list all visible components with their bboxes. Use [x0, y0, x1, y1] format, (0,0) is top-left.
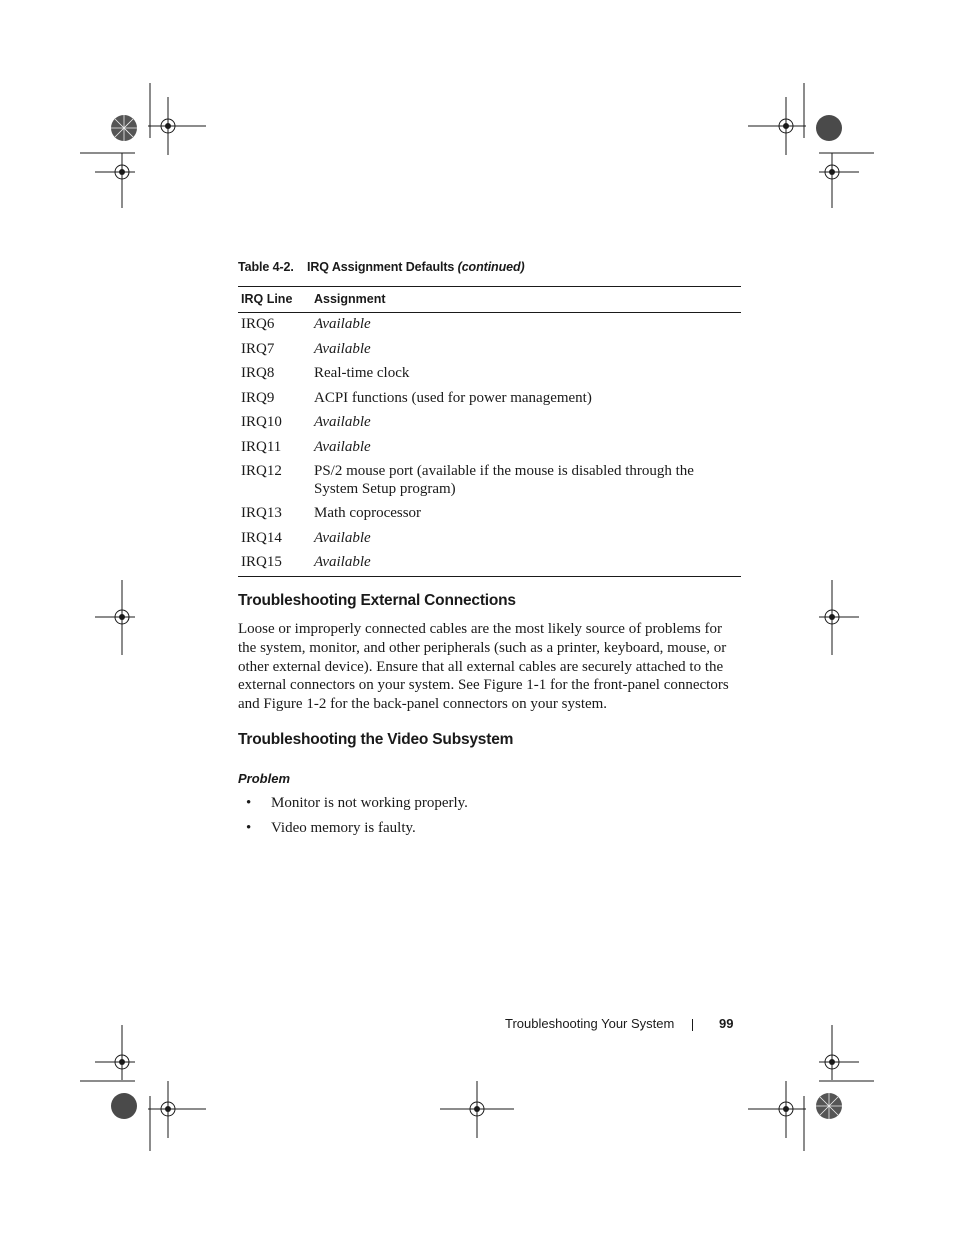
table-continued: (continued) [457, 260, 525, 274]
table-body [238, 313, 741, 577]
table-row [238, 362, 741, 387]
subheading-problem: Problem [238, 771, 291, 786]
table-row [238, 527, 741, 552]
column-header: IRQ Line [238, 287, 311, 313]
section-heading-external: Troubleshooting External Connections [238, 592, 516, 609]
irq-line-cell: IRQ10 [241, 414, 282, 430]
irq-line-cell: IRQ15 [238, 551, 311, 576]
list-item-text: Video memory is faulty. [271, 820, 416, 836]
problem-list [238, 793, 468, 843]
table-caption [238, 260, 525, 274]
table-row [238, 387, 741, 412]
assignment-cell: Available [311, 551, 741, 576]
irq-line-cell: IRQ14 [241, 529, 282, 546]
table-header-row [238, 287, 741, 313]
table-row [238, 436, 741, 461]
table-row [238, 411, 741, 436]
table-row [238, 313, 741, 338]
table-row [238, 551, 741, 576]
irq-line-cell: IRQ13 [241, 505, 282, 521]
list-item [238, 793, 468, 818]
irq-line-cell: IRQ6 [241, 316, 275, 332]
list-item [238, 818, 468, 843]
assignment-cell: Math coprocessor [314, 505, 422, 521]
section-heading-video: Troubleshooting the Video Subsystem [238, 731, 514, 748]
assignment-cell: ACPI functions (used for power management) [314, 389, 592, 406]
assignment-cell: Available [314, 529, 371, 546]
assignment-cell: Available [314, 316, 371, 332]
table-number: Table 4-2. [238, 260, 294, 274]
list-item-text: Monitor is not working properly. [271, 795, 468, 811]
bullet-icon: • [246, 795, 252, 811]
page-number: 99 [719, 1016, 734, 1031]
table-row [238, 460, 741, 502]
assignment-cell: Available [314, 414, 371, 430]
irq-line-cell: IRQ12 [241, 463, 282, 479]
irq-line-cell: IRQ8 [241, 365, 275, 381]
assignment-cell: PS/2 mouse port (available if the mouse is disabled through the System Setup program) [314, 463, 694, 497]
assignment-cell: Available [314, 438, 371, 455]
irq-line-cell: IRQ7 [241, 340, 275, 357]
paragraph-external: Loose or improperly connected cables are the most likely source of problems for the system, monitor, and other peripherals (such as a printer, keyboard, mouse, or other external device). Ensure that all external cables are securely attached to the external connectors on your system. See Figure 1-1 for the front-panel connectors and Figure 1-2 for the back-panel connectors on your system. [238, 621, 729, 713]
footer-divider [692, 1019, 693, 1031]
table-title: IRQ Assignment Defaults [307, 260, 455, 274]
table-row [238, 502, 741, 527]
bullet-icon: • [246, 820, 252, 836]
irq-line-cell: IRQ11 [241, 438, 282, 455]
irq-table [238, 286, 741, 577]
column-header: Assignment [311, 287, 741, 313]
assignment-cell: Available [314, 340, 371, 357]
irq-line-cell: IRQ9 [241, 389, 275, 406]
footer-chapter: Troubleshooting Your System [505, 1016, 675, 1031]
table-row [238, 338, 741, 363]
assignment-cell: Real-time clock [314, 365, 410, 381]
